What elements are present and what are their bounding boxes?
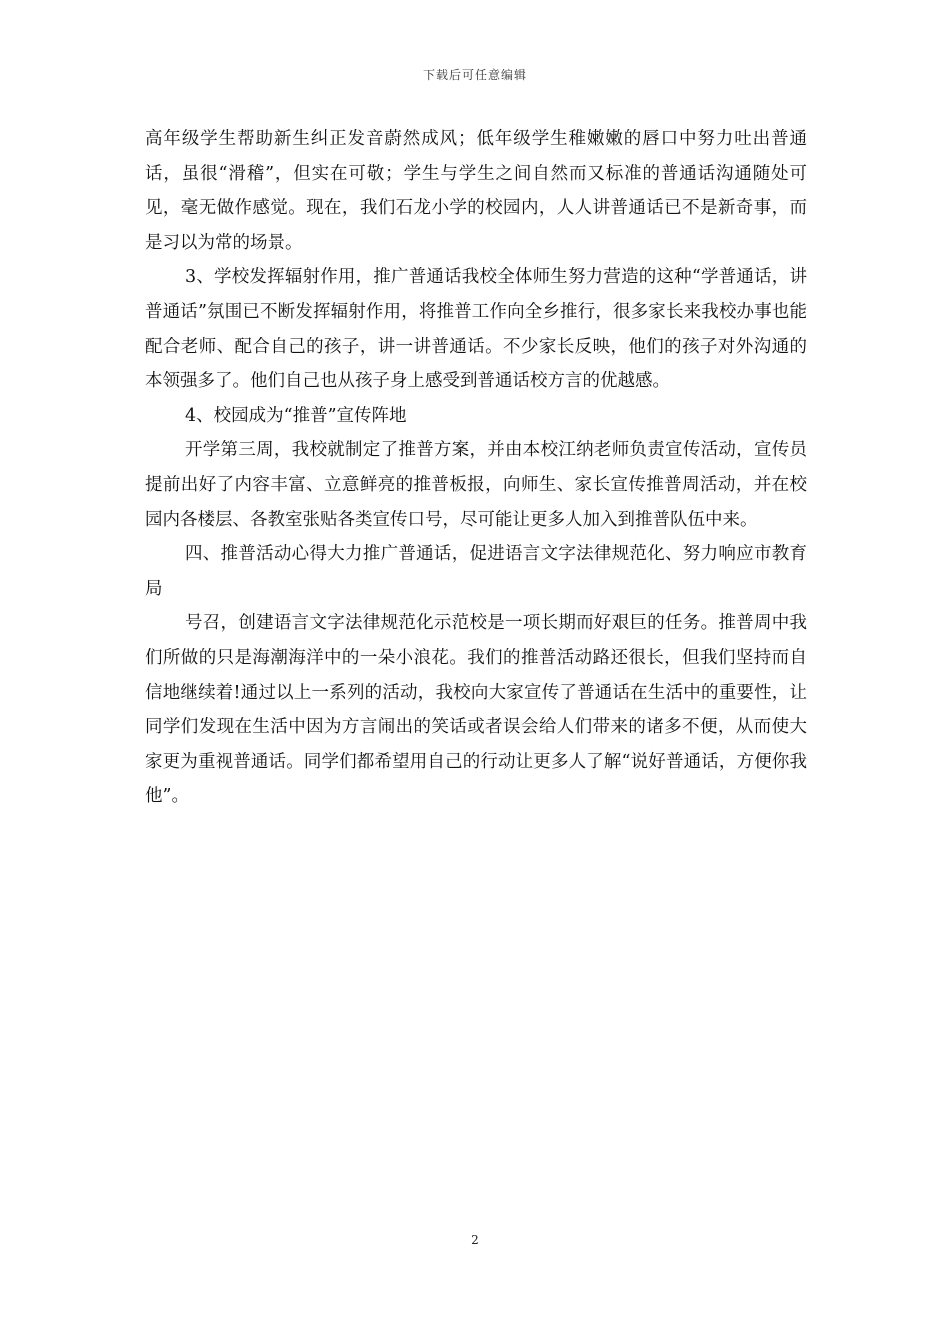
paragraph-4: 号召，创建语言文字法律规范化示范校是一项长期而好艰巨的任务。推普周中我们所做的只是海潮海洋中的一朵小浪花。我们的推普活动路还很长，但我们坚持而自信地继续着!通过以上一系列的活动，我校向大家宣传了普通话在生活中的重要性，让同学们发现在生活中因为方言闹出的笑话或者误会给人们带来的诸多不便，从而使大家更为重视普通话。同学们都希望用自己的行动让更多人了解“说好普通话，方便你我他”。 [145, 613, 807, 807]
paragraph-3: 开学第三周，我校就制定了推普方案，并由本校江纳老师负责宣传活动，宣传员提前出好了内容丰富、立意鲜亮的推普板报，向师生、家长宣传推普周活动，并在校园内各楼层、各教室张贴各类宣传口号，尽可能让更多人加入到推普队伍中来。 [145, 440, 807, 530]
document-body [145, 122, 807, 814]
page-header: 下载后可任意编辑 [422, 68, 527, 82]
paragraph-2: 3、学校发挥辐射作用，推广普通话我校全体师生努力营造的这种“学普通话，讲普通话”氛围已不断发挥辐射作用，将推普工作向全乡推行，很多家长来我校办事也能配合老师、配合自己的孩子，讲一讲普通话。不少家长反映，他们的孩子对外沟通的本领强多了。他们自己也从孩子身上感受到普通话校方言的优越感。 [145, 267, 807, 392]
section-heading-4: 4、校园成为“推普”宣传阵地 [185, 405, 407, 426]
section-heading-four: 四、推普活动心得大力推广普通话，促进语言文字法律规范化、努力响应市教育局 [145, 544, 807, 599]
page-number: 2 [471, 1233, 479, 1247]
paragraph-1: 高年级学生帮助新生纠正发音蔚然成风；低年级学生稚嫩嫩的唇口中努力吐出普通话，虽很“滑稽”，但实在可敬；学生与学生之间自然而又标准的普通话沟通随处可见，毫无做作感觉。现在，我们石龙小学的校园内，人人讲普通话已不是新奇事，而是习以为常的场景。 [145, 129, 807, 253]
